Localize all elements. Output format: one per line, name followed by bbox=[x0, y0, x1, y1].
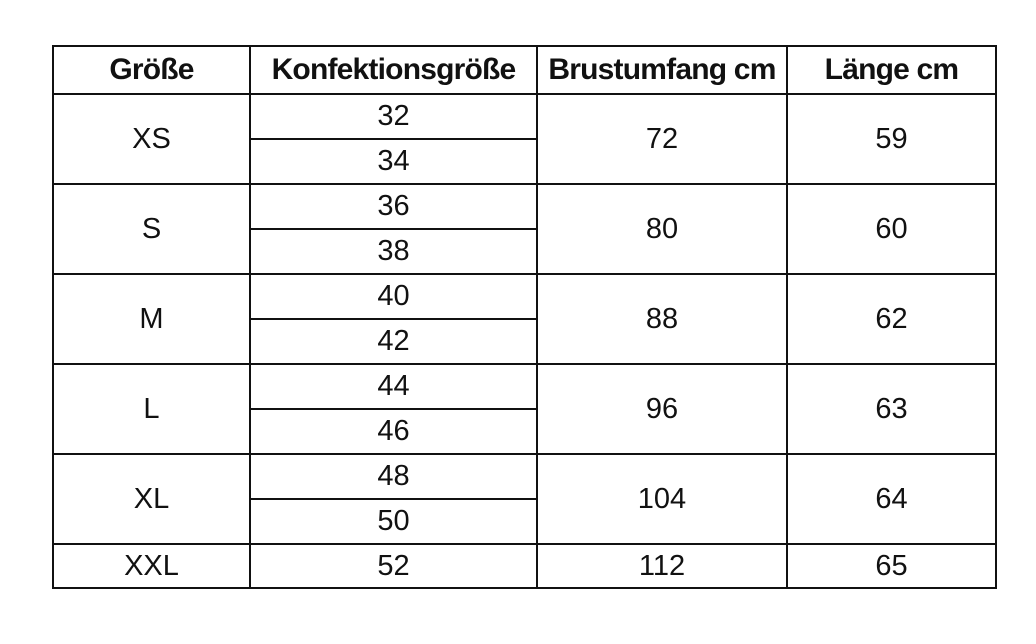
brustumfang-cell: 104 bbox=[537, 454, 787, 544]
konfektion-cell: 50 bbox=[250, 499, 537, 544]
size-cell: XS bbox=[53, 94, 250, 184]
size-cell: M bbox=[53, 274, 250, 364]
konfektion-cell: 52 bbox=[250, 544, 537, 588]
size-cell: L bbox=[53, 364, 250, 454]
header-groesse: Größe bbox=[53, 46, 250, 94]
konfektion-cell: 38 bbox=[250, 229, 537, 274]
laenge-cell: 65 bbox=[787, 544, 996, 588]
laenge-cell: 64 bbox=[787, 454, 996, 544]
laenge-cell: 63 bbox=[787, 364, 996, 454]
size-cell: XXL bbox=[53, 544, 250, 588]
size-cell: XL bbox=[53, 454, 250, 544]
konfektion-cell: 34 bbox=[250, 139, 537, 184]
laenge-cell: 59 bbox=[787, 94, 996, 184]
konfektion-cell: 40 bbox=[250, 274, 537, 319]
konfektion-cell: 32 bbox=[250, 94, 537, 139]
header-row bbox=[53, 46, 996, 94]
laenge-cell: 62 bbox=[787, 274, 996, 364]
brustumfang-cell: 72 bbox=[537, 94, 787, 184]
table-body bbox=[53, 94, 996, 588]
header-laenge: Länge cm bbox=[787, 46, 996, 94]
table-row bbox=[53, 544, 996, 588]
size-chart-table bbox=[52, 45, 997, 589]
brustumfang-cell: 96 bbox=[537, 364, 787, 454]
header-brustumfang: Brustumfang cm bbox=[537, 46, 787, 94]
size-cell: S bbox=[53, 184, 250, 274]
konfektion-cell: 44 bbox=[250, 364, 537, 409]
table-row bbox=[53, 274, 996, 319]
brustumfang-cell: 88 bbox=[537, 274, 787, 364]
table-row bbox=[53, 94, 996, 139]
table-row bbox=[53, 184, 996, 229]
konfektion-cell: 46 bbox=[250, 409, 537, 454]
brustumfang-cell: 112 bbox=[537, 544, 787, 588]
konfektion-cell: 36 bbox=[250, 184, 537, 229]
header-konfektionsgroesse: Konfektionsgröße bbox=[250, 46, 537, 94]
brustumfang-cell: 80 bbox=[537, 184, 787, 274]
table-row bbox=[53, 454, 996, 499]
table-row bbox=[53, 364, 996, 409]
laenge-cell: 60 bbox=[787, 184, 996, 274]
konfektion-cell: 48 bbox=[250, 454, 537, 499]
table-header bbox=[53, 46, 996, 94]
konfektion-cell: 42 bbox=[250, 319, 537, 364]
